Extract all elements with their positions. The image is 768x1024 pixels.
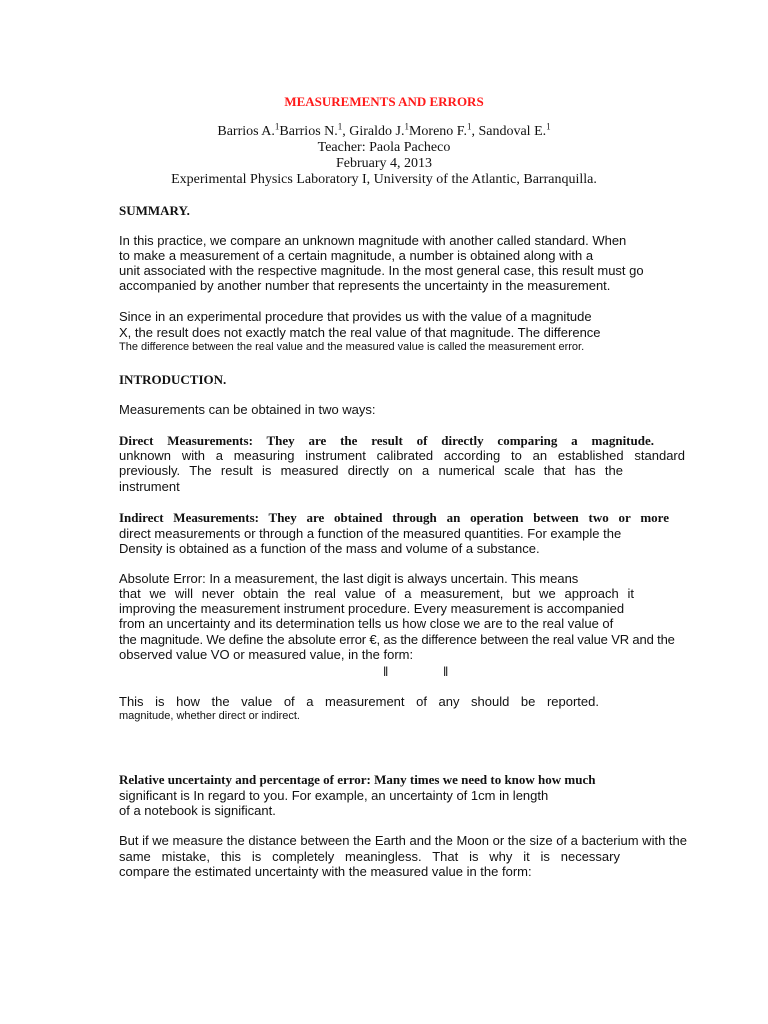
- formula-bar-left: ‖: [383, 664, 389, 679]
- paper-title: MEASUREMENTS AND ERRORS: [284, 94, 484, 109]
- absolute-error-line: Absolute Error: In a measurement, the last digit is always uncertain. This means: [119, 571, 579, 586]
- summary-line: In this practice, we compare an unknown magnitude with another called standard. When: [119, 233, 627, 248]
- author-list: [0, 121, 768, 140]
- direct-line: instrument: [119, 479, 180, 494]
- relative-line: of a notebook is significant.: [119, 803, 276, 818]
- formula-bar-right: ‖: [443, 664, 449, 679]
- direct-line: previously. The result is measured directly on a numerical scale that has the: [119, 463, 623, 478]
- affiliation-line: Experimental Physics Laboratory I, University of the Atlantic, Barranquilla.: [171, 172, 597, 187]
- absolute-error-line: observed value VO or measured value, in the form:: [119, 647, 414, 662]
- relative-uncertainty-heading: Relative uncertainty and percentage of error: Many times we need to know how much: [119, 772, 596, 787]
- indirect-line: Density is obtained as a function of the mass and volume of a substance.: [119, 541, 540, 556]
- teacher-line: Teacher: Paola Pacheco: [317, 140, 451, 155]
- absolute-error-line: the magnitude. We define the absolute error €, as the difference between the real value VR and the: [119, 632, 675, 647]
- report-line: This is how the value of a measurement of any should be reported.: [119, 694, 599, 709]
- summary-small-line: The difference between the real value and the measured value is called the measurement error.: [119, 341, 585, 353]
- direct-measurements-heading: Direct Measurements: They are the result of directly comparing a magnitude.: [119, 433, 654, 448]
- absolute-error-line: from an uncertainty and its determination tells us how close we are to the real value of: [119, 616, 614, 631]
- author-3-affil: 1: [404, 121, 409, 132]
- earth-moon-line: But if we measure the distance between the Earth and the Moon or the size of a bacterium with the: [119, 833, 687, 848]
- summary-line: Since in an experimental procedure that provides us with the value of a magnitude: [119, 309, 592, 324]
- author-5: , Sandoval E.: [471, 124, 547, 139]
- report-small-line: magnitude, whether direct or indirect.: [119, 710, 300, 722]
- author-3: , Giraldo J.: [342, 124, 405, 139]
- summary-line: accompanied by another number that represents the uncertainty in the measurement.: [119, 278, 611, 293]
- author-1: Barrios A.: [217, 124, 275, 139]
- author-5-affil: 1: [546, 121, 551, 132]
- summary-line: unit associated with the respective magnitude. In the most general case, this result must go: [119, 263, 644, 278]
- introduction-heading: INTRODUCTION.: [119, 372, 227, 387]
- earth-moon-line: compare the estimated uncertainty with the measured value in the form:: [119, 864, 532, 879]
- author-2: Barrios N.: [279, 124, 338, 139]
- author-4: Moreno F.: [408, 124, 467, 139]
- author-1-affil: 1: [274, 121, 280, 132]
- absolute-error-line: improving the measurement instrument procedure. Every measurement is accompanied: [119, 601, 625, 616]
- direct-line: unknown with a measuring instrument calibrated according to an established standard: [119, 448, 685, 463]
- intro-line: Measurements can be obtained in two ways:: [119, 402, 376, 417]
- author-2-affil: 1: [337, 121, 343, 132]
- summary-heading: SUMMARY.: [119, 203, 190, 218]
- indirect-measurements-heading: Indirect Measurements: They are obtained through an operation between two or more: [119, 510, 669, 525]
- absolute-error-line: that we will never obtain the real value of a measurement, but we approach it: [119, 586, 634, 601]
- relative-line: significant is In regard to you. For example, an uncertainty of 1cm in length: [119, 788, 549, 803]
- earth-moon-line: same mistake, this is completely meaningless. That is why it is necessary: [119, 849, 620, 864]
- date-line: February 4, 2013: [335, 156, 433, 171]
- author-4-affil: 1: [466, 121, 472, 132]
- indirect-line: direct measurements or through a function of the measured quantities. For example the: [119, 526, 622, 541]
- summary-line: X, the result does not exactly match the real value of that magnitude. The difference: [119, 325, 601, 340]
- summary-line: to make a measurement of a certain magnitude, a number is obtained along with a: [119, 248, 594, 263]
